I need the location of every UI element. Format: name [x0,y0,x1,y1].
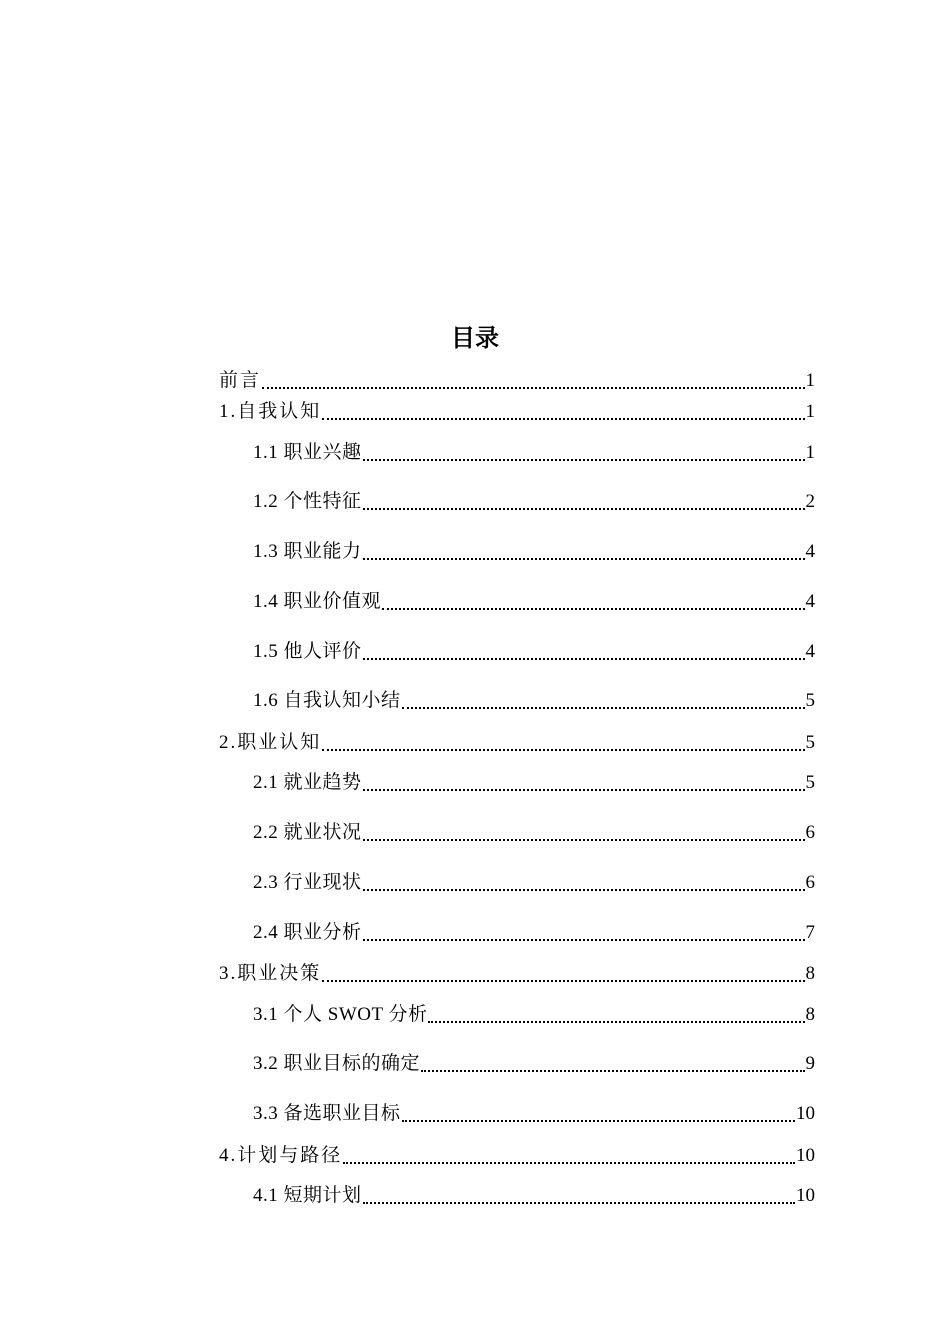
toc-dot-leader [262,366,804,396]
toc-entry[interactable] [253,868,815,898]
toc-dot-leader [363,637,805,667]
toc-entry[interactable] [253,1049,815,1079]
toc-entry-page: 6 [805,822,815,843]
toc-entry-page: 10 [796,1185,815,1206]
toc-entry-label: 前言 [219,370,262,391]
toc-entry-label: 2.2 就业状况 [253,822,362,843]
toc-entry[interactable] [219,397,815,427]
toc-entry[interactable] [253,1099,815,1129]
toc-entry-page: 8 [805,1004,815,1025]
toc-entry-label: 1.自我认知 [219,401,322,422]
toc-entry-label: 2.3 行业现状 [253,872,362,893]
toc-entry-label: 1.2 个性特征 [253,491,362,512]
toc-dot-leader [322,959,804,989]
toc-entry-page: 2 [805,491,815,512]
toc-title: 目录 [451,324,499,352]
toc-entry-page: 5 [805,772,815,793]
toc-dot-leader [421,1049,804,1079]
toc-dot-leader [363,537,805,567]
toc-entry-label: 2.1 就业趋势 [253,772,362,793]
toc-dot-leader [363,818,805,848]
toc-entry-page: 10 [796,1103,815,1124]
toc-entry-label: 1.6 自我认知小结 [253,690,401,711]
toc-entry-label: 4.1 短期计划 [253,1185,362,1206]
toc-entry[interactable] [253,637,815,667]
toc-entry[interactable] [219,1141,815,1171]
toc-dot-leader [363,438,805,468]
toc-entry[interactable] [253,1181,815,1211]
toc-entry-label: 1.4 职业价值观 [253,591,382,612]
toc-entry[interactable] [253,1000,815,1030]
toc-entry-label: 2.职业认知 [219,732,322,753]
toc-entry[interactable] [219,959,815,989]
toc-entry[interactable] [253,768,815,798]
toc-entry[interactable] [253,438,815,468]
toc-entry-page: 5 [805,732,815,753]
toc-entry[interactable] [253,686,815,716]
toc-dot-leader [322,397,804,427]
toc-entry-page: 1 [805,401,815,422]
toc-entry-page: 7 [805,922,815,943]
toc-entry-label: 2.4 职业分析 [253,922,362,943]
toc-entry[interactable] [219,728,815,758]
toc-dot-leader [322,728,804,758]
toc-entry[interactable] [219,366,815,396]
toc-entry-page: 4 [805,591,815,612]
toc-dot-leader [363,868,805,898]
toc-dot-leader [402,686,805,716]
toc-entry-label: 3.2 职业目标的确定 [253,1053,421,1074]
toc-entry-label: 1.3 职业能力 [253,541,362,562]
toc-dot-leader [382,587,804,617]
toc-entry-label: 3.职业决策 [219,963,322,984]
toc-entry-page: 10 [796,1145,815,1166]
toc-entry-label: 1.5 他人评价 [253,641,362,662]
toc-entry-label: 3.1 个人 SWOT 分析 [253,1004,428,1025]
toc-entry-page: 5 [805,690,815,711]
toc-entry-page: 9 [805,1053,815,1074]
toc-dot-leader [363,918,805,948]
toc-dot-leader [363,768,805,798]
toc-entry[interactable] [253,537,815,567]
toc-entry-page: 1 [805,442,815,463]
toc-entry[interactable] [253,818,815,848]
toc-entry-page: 8 [805,963,815,984]
toc-entry[interactable] [253,487,815,517]
toc-entry-page: 6 [805,872,815,893]
toc-entry-page: 1 [805,370,815,391]
toc-dot-leader [428,1000,804,1030]
toc-entry-label: 3.3 备选职业目标 [253,1103,401,1124]
toc-dot-leader [363,487,805,517]
toc-entry-page: 4 [805,641,815,662]
toc-entry-label: 4.计划与路径 [219,1145,343,1166]
toc-entry-page: 4 [805,541,815,562]
toc-dot-leader [363,1181,795,1211]
toc-entry[interactable] [253,918,815,948]
toc-dot-leader [402,1099,795,1129]
toc-entry[interactable] [253,587,815,617]
toc-entry-label: 1.1 职业兴趣 [253,442,362,463]
toc-dot-leader [343,1141,795,1171]
